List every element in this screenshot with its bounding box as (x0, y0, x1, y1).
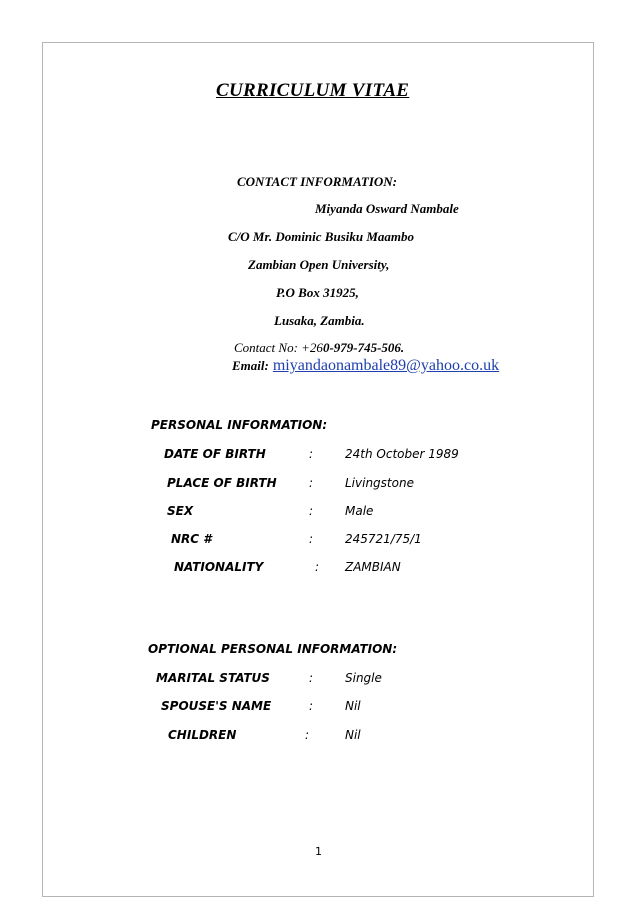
personal-sep-nrc: : (309, 532, 314, 546)
phone-value: 0-979-745-506. (322, 340, 405, 355)
personal-sep-dob: : (309, 447, 314, 461)
optional-sep-children: : (305, 728, 310, 742)
optional-label-children: CHILDREN (168, 728, 237, 742)
personal-label-pob: PLACE OF BIRTH (167, 476, 277, 490)
personal-value-pob: Livingstone (345, 476, 414, 490)
optional-label-marital: MARITAL STATUS (156, 671, 270, 685)
contact-city: Lusaka, Zambia. (274, 313, 365, 328)
optional-value-spouse: Nil (345, 699, 361, 713)
optional-heading: OPTIONAL PERSONAL INFORMATION: (148, 642, 398, 656)
contact-po-box: P.O Box 31925, (276, 285, 359, 300)
optional-value-marital: Single (345, 671, 382, 685)
page-number: 1 (315, 845, 322, 858)
personal-value-dob: 24th October 1989 (345, 447, 459, 461)
personal-label-sex: SEX (167, 504, 194, 518)
contact-email (232, 357, 499, 375)
optional-value-children: Nil (345, 728, 361, 742)
personal-sep-pob: : (309, 476, 314, 490)
contact-institution: Zambian Open University, (248, 257, 390, 272)
email-label: Email: (232, 358, 269, 373)
personal-label-dob: DATE OF BIRTH (164, 447, 266, 461)
personal-heading: PERSONAL INFORMATION: (151, 418, 328, 432)
optional-label-spouse: SPOUSE'S NAME (161, 699, 272, 713)
email-link[interactable]: miyandaonambale89@yahoo.co.uk (272, 357, 500, 374)
contact-phone (234, 339, 404, 357)
contact-name: Miyanda Osward Nambale (315, 201, 459, 216)
personal-sep-nationality: : (315, 560, 320, 574)
personal-sep-sex: : (309, 504, 314, 518)
personal-value-nrc: 245721/75/1 (345, 532, 422, 546)
contact-heading: CONTACT INFORMATION: (237, 174, 397, 189)
phone-label: Contact No: +26 (234, 340, 323, 355)
optional-sep-spouse: : (309, 699, 314, 713)
personal-value-sex: Male (345, 504, 374, 518)
personal-value-nationality: ZAMBIAN (345, 560, 401, 574)
optional-sep-marital: : (309, 671, 314, 685)
document-title: CURRICULUM VITAE (216, 80, 410, 101)
personal-label-nrc: NRC # (171, 532, 212, 546)
contact-care-of: C/O Mr. Dominic Busiku Maambo (228, 229, 415, 244)
page-border (42, 42, 594, 897)
personal-label-nationality: NATIONALITY (174, 560, 264, 574)
